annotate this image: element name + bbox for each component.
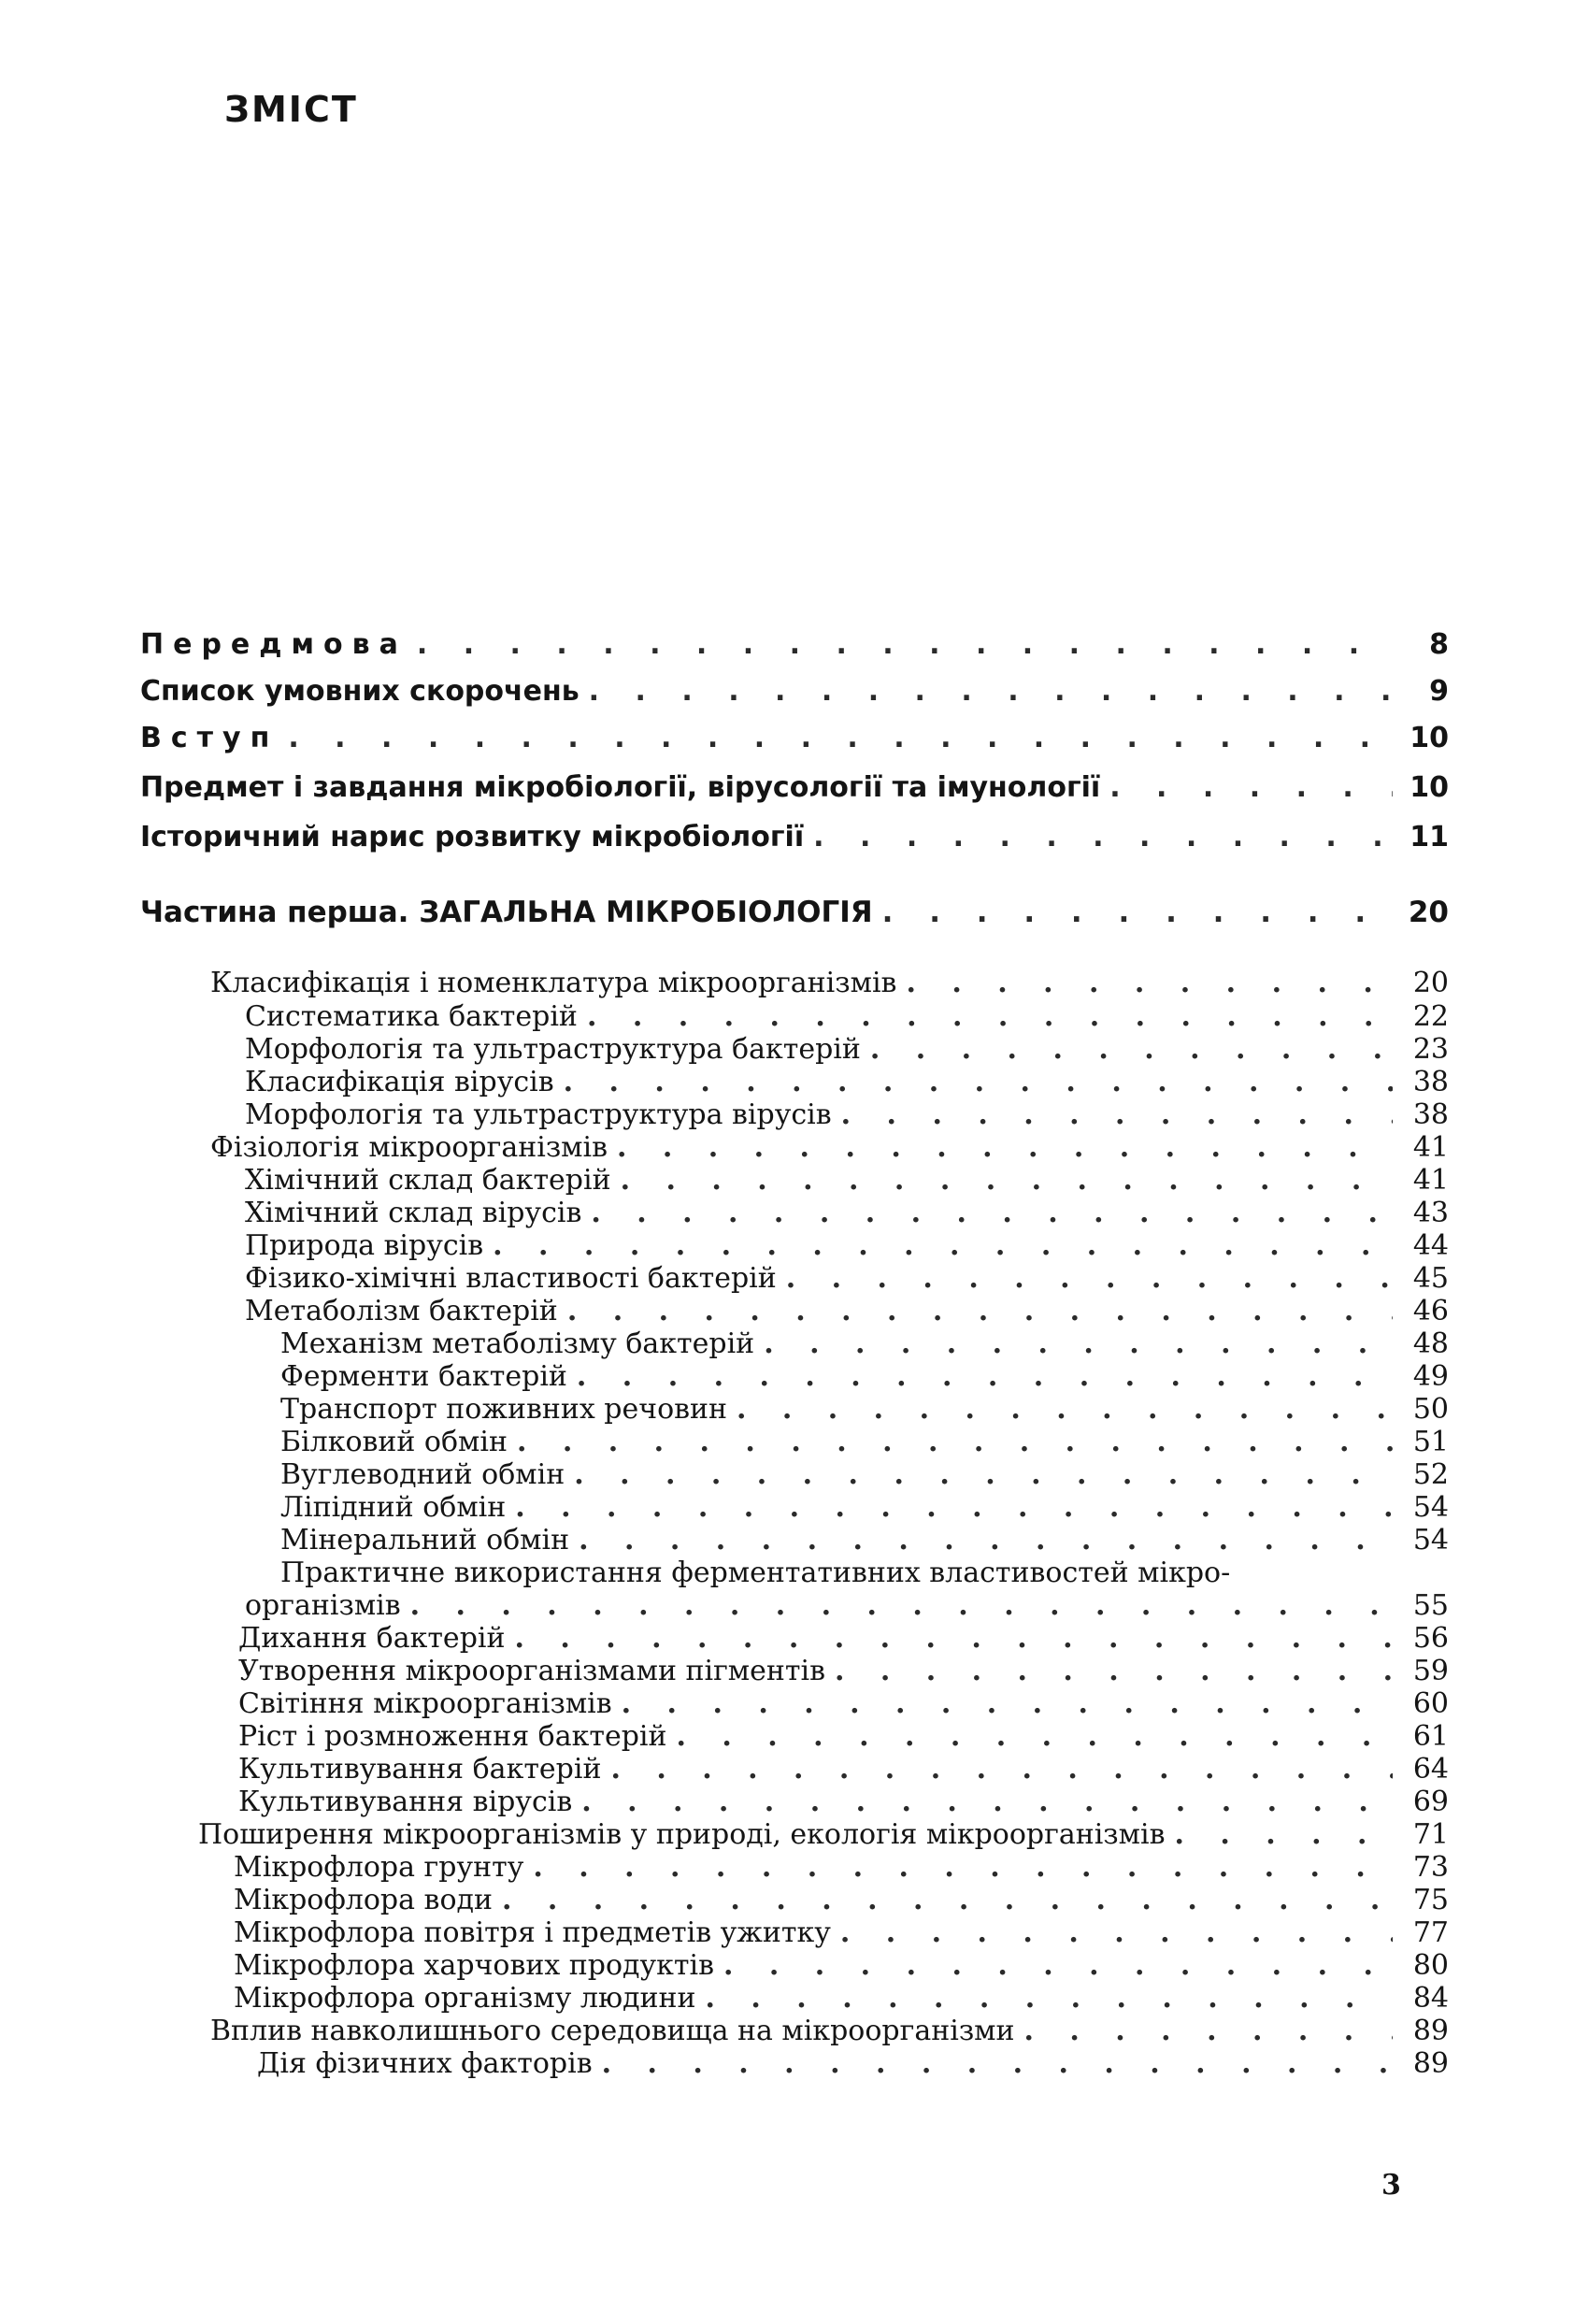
toc-page: 41 [1412,1164,1449,1197]
toc-entry [280,1524,1449,1557]
toc-page: 41 [1412,1131,1449,1164]
toc-entry [280,1327,1449,1360]
toc-page: 44 [1412,1229,1449,1262]
toc-page: 22 [1412,1000,1449,1033]
toc-title: Механізм метаболізму бактерій [280,1327,755,1360]
toc-title: Метаболізм бактерій [245,1295,558,1327]
toc-part-heading [140,896,1449,929]
toc-leader [870,1033,1393,1066]
toc-page: 52 [1412,1458,1449,1491]
toc-title: Природа вірусів [245,1229,484,1262]
toc-leader [514,1622,1393,1655]
toc-page: 80 [1412,1949,1449,1982]
toc-leader [493,1229,1393,1262]
toc-entry [140,675,1449,708]
toc-entry [234,1949,1449,1982]
toc-leader [764,1327,1393,1360]
toc-page: 64 [1412,1753,1449,1786]
toc-leader [723,1949,1393,1982]
toc-page: 75 [1412,1884,1449,1916]
toc-page: 69 [1412,1786,1449,1818]
toc-leader [410,1589,1393,1622]
toc-page: 71 [1412,1818,1449,1851]
toc-leader [621,1164,1393,1197]
toc-leader [579,1524,1393,1557]
toc-entry [210,1131,1449,1164]
toc-leader [622,1687,1393,1720]
toc-leader [786,1262,1393,1295]
toc-entry [234,1916,1449,1949]
toc-leader [517,1426,1393,1458]
toc-title: Ріст і розмноження бактерій [238,1720,667,1753]
toc-title: Поширення мікроорганізмів у природі, екологія мікроорганізмів [198,1818,1166,1851]
toc-title: Культивування вірусів [238,1786,573,1818]
toc-entry [245,1262,1449,1295]
toc-page: 38 [1412,1098,1449,1131]
toc-entry [210,967,1449,999]
toc-entry [198,1818,1449,1851]
toc-page: 84 [1412,1982,1449,2015]
toc-entry [238,1753,1449,1786]
toc-title: Мікрофлора повітря і предметів ужитку [234,1916,831,1949]
toc-page: 59 [1412,1655,1449,1687]
toc-title: Частина перша. ЗАГАЛЬНА МІКРОБІОЛОГІЯ [140,896,873,929]
toc-page: 45 [1412,1262,1449,1295]
toc-title: Білковий обмін [280,1426,508,1458]
toc-leader [602,2047,1393,2080]
toc-page: 43 [1412,1197,1449,1229]
toc-page: 60 [1412,1687,1449,1720]
toc-page: 73 [1412,1851,1449,1884]
toc-page: 56 [1412,1622,1449,1655]
toc-title: Хімічний склад бактерій [245,1164,611,1197]
toc-leader [1024,2015,1393,2047]
toc-entry [245,1589,1449,1622]
toc-entry [280,1393,1449,1426]
toc-entry [280,1557,1449,1589]
toc-entry [238,1687,1449,1720]
toc-title: Ферменти бактерій [280,1360,567,1393]
toc-title: Вуглеводний обмін [280,1458,565,1491]
toc-leader [591,1197,1393,1229]
toc-title: Дія фізичних факторів [257,2047,593,2080]
toc-leader [589,675,1393,708]
toc-leader [835,1655,1393,1687]
toc-entry [140,628,1449,661]
toc-title: Мікрофлора води [234,1884,493,1916]
toc-leader [677,1720,1393,1753]
toc-entry [245,1229,1449,1262]
toc-title: Морфологія та ультраструктура вірусів [245,1098,832,1131]
toc-entry [245,1000,1449,1033]
toc-entry [234,1884,1449,1916]
toc-entry [140,722,1449,754]
toc-page: 10 [1409,771,1449,804]
toc-leader [813,821,1393,854]
toc-leader [417,628,1393,661]
toc-leader [1174,1818,1393,1851]
toc-title: Вплив навколишнього середовища на мікроорганізми [210,2015,1015,2047]
toc-entry [238,1786,1449,1818]
toc-entry [234,1851,1449,1884]
toc-title: Мінеральний обмін [280,1524,570,1557]
toc-leader [906,967,1393,999]
toc-leader [567,1295,1393,1327]
toc-leader [841,1098,1393,1131]
toc-title: Класифікація і номенклатура мікроорганізмів [210,967,897,999]
toc-title: Вступ [140,722,279,754]
toc-page: 77 [1412,1916,1449,1949]
toc-leader [574,1458,1393,1491]
page-number: 3 [1381,2169,1401,2202]
toc-leader [288,722,1393,754]
toc-leader [515,1491,1393,1524]
toc-leader [706,1982,1393,2015]
toc-title: Список умовних скорочень [140,675,580,708]
toc-leader [564,1066,1393,1098]
toc-entry [257,2047,1449,2080]
toc-leader [737,1393,1393,1426]
toc-title: організмів [245,1589,401,1622]
toc-title: Передмова [140,628,408,661]
toc-leader [1109,771,1393,804]
toc-entry [140,821,1449,854]
toc-entry [234,1982,1449,2015]
page-heading: ЗМІСТ [224,89,358,130]
toc-entry [245,1033,1449,1066]
toc-title: Утворення мікроорганізмами пігментів [238,1655,825,1687]
toc-page: 20 [1408,896,1449,929]
toc-leader [882,896,1393,929]
toc-entry [245,1164,1449,1197]
toc-leader [577,1360,1393,1393]
toc-title: Ліпідний обмін [280,1491,507,1524]
toc-page: 10 [1409,722,1449,754]
toc-page: 61 [1412,1720,1449,1753]
toc-page: 55 [1412,1589,1449,1622]
toc-title: Мікрофлора організму людини [234,1982,696,2015]
toc-entry [245,1098,1449,1131]
toc-page: 89 [1412,2015,1449,2047]
toc-title: Історичний нарис розвитку мікробіології [140,821,805,854]
toc-title: Класифікація вірусів [245,1066,554,1098]
toc-leader [617,1131,1393,1164]
toc-page: 49 [1412,1360,1449,1393]
toc-entry [140,771,1449,804]
toc-page: 50 [1412,1393,1449,1426]
toc-entry [245,1295,1449,1327]
toc-page: 89 [1412,2047,1449,2080]
toc-leader [587,1000,1393,1033]
toc-title: Морфологія та ультраструктура бактерій [245,1033,861,1066]
toc-title: Предмет і завдання мікробіології, вірусології та імунології [140,771,1101,804]
toc-entry [238,1720,1449,1753]
toc-leader [840,1916,1393,1949]
toc-entry [245,1197,1449,1229]
toc-title: Систематика бактерій [245,1000,578,1033]
toc-page: 20 [1412,967,1449,999]
toc-entry [245,1066,1449,1098]
toc-title: Практичне використання ферментативних властивостей мікро- [280,1557,1231,1589]
toc-title: Фізіологія мікроорганізмів [210,1131,608,1164]
toc-title: Культивування бактерій [238,1753,602,1786]
toc-entry [280,1360,1449,1393]
toc-leader [581,1786,1393,1818]
toc-title: Транспорт поживних речовин [280,1393,728,1426]
toc-title: Дихання бактерій [238,1622,506,1655]
toc-page: 46 [1412,1295,1449,1327]
toc-title: Мікрофлора грунту [234,1851,524,1884]
toc-page: 8 [1429,628,1449,661]
toc-entry [238,1655,1449,1687]
toc-page: 48 [1412,1327,1449,1360]
toc-page: 38 [1412,1066,1449,1098]
toc-page: 54 [1412,1524,1449,1557]
toc-title: Світіння мікроорганізмів [238,1687,612,1720]
toc-leader [610,1753,1393,1786]
toc-page: 54 [1412,1491,1449,1524]
toc-entry [238,1622,1449,1655]
toc-entry [210,2015,1449,2047]
toc-entry [280,1491,1449,1524]
toc-title: Фізико-хімічні властивості бактерій [245,1262,777,1295]
toc-title: Хімічний склад вірусів [245,1197,582,1229]
table-of-contents [140,617,1449,2169]
toc-entry [280,1426,1449,1458]
toc-title: Мікрофлора харчових продуктів [234,1949,715,1982]
toc-leader [502,1884,1393,1916]
toc-page: 11 [1409,821,1449,854]
toc-page: 51 [1412,1426,1449,1458]
toc-page: 23 [1412,1033,1449,1066]
toc-entry [280,1458,1449,1491]
toc-leader [533,1851,1393,1884]
toc-page: 9 [1429,675,1449,708]
